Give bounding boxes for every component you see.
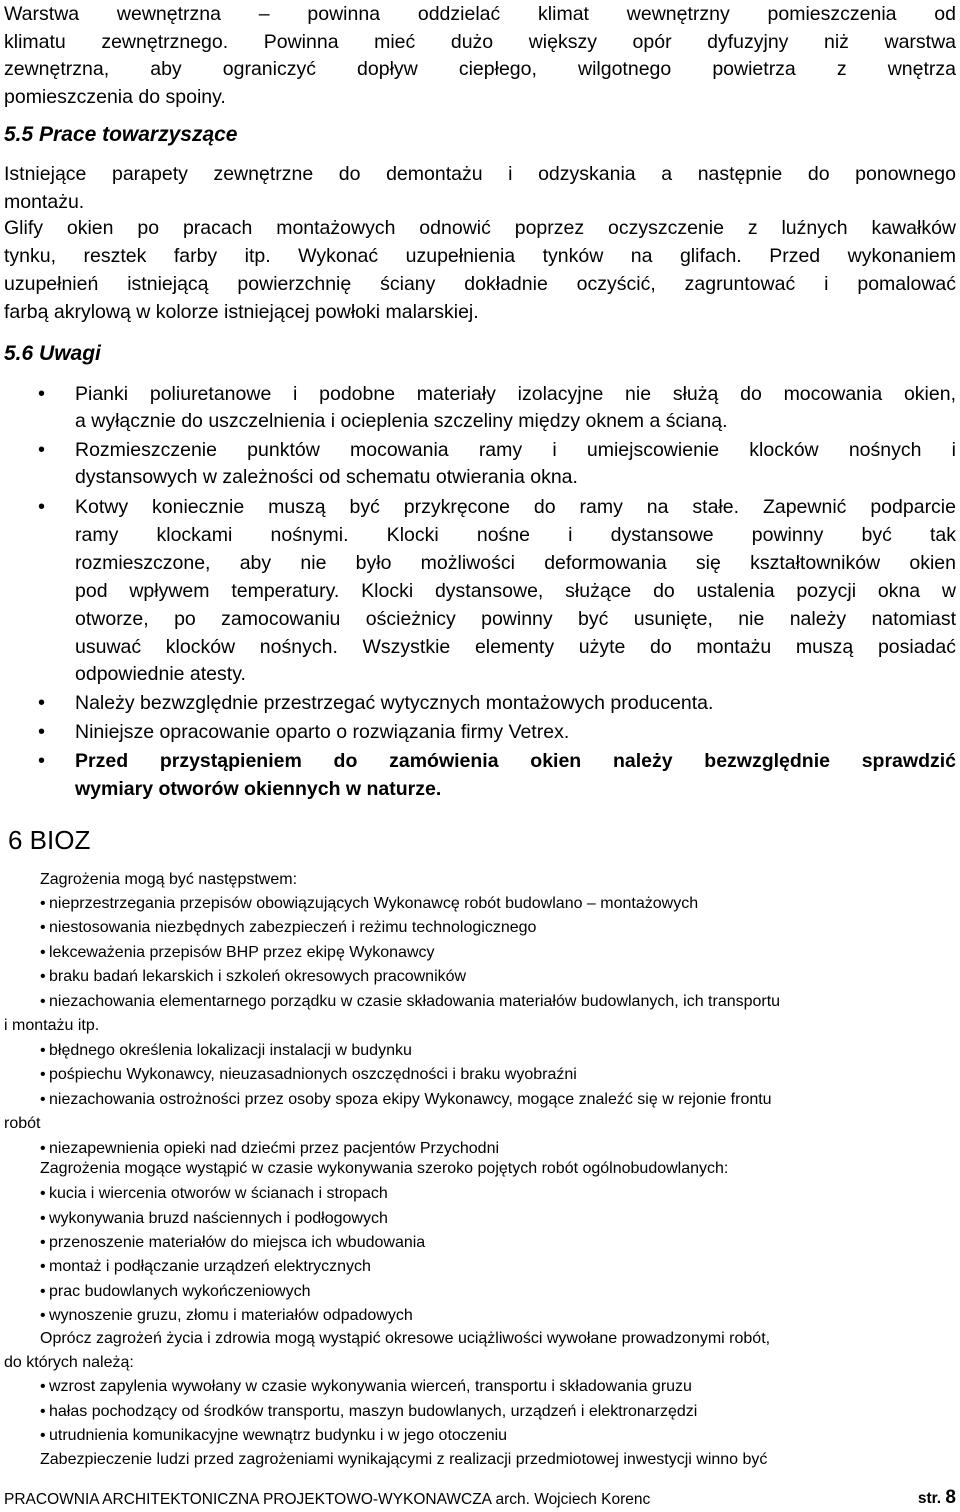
section-heading-5-5: 5.5 Prace towarzyszące — [4, 123, 238, 146]
uwagi-3-line-2: ramy klockami nośnymi. Klocki nośne i dystansowe powinny być tak — [75, 524, 956, 546]
list-item: • niezachowania elementarnego porządku w czasie składowania materiałów budowlanych, ich transportu — [40, 993, 781, 1010]
list-item: • prac budowlanych wykończeniowych — [40, 1283, 311, 1300]
list-item-text: niezapewnienia opieki nad dziećmi przez pacjentów Przychodni — [49, 1140, 500, 1157]
intro-line-1: Warstwa wewnętrzna – powinna oddzielać klimat wewnętrzny pomieszczenia od — [4, 3, 956, 25]
list-item: • wykonywania bruzd naściennych i podłogowych — [40, 1210, 388, 1227]
list-item-text: pośpiechu Wykonawcy, nieuzasadnionych oszczędności i braku wyobraźni — [49, 1066, 577, 1083]
section-heading-5-6: 5.6 Uwagi — [4, 342, 101, 365]
uwagi-6-line-1: Przed przystąpieniem do zamówienia okien należy bezwzględnie sprawdzić — [75, 750, 956, 772]
list-item: • utrudnienia komunikacyjne wewnątrz budynku i w jego otoczeniu — [40, 1427, 508, 1444]
list-item: • pośpiechu Wykonawcy, nieuzasadnionych oszczędności i braku wyobraźni — [40, 1066, 577, 1083]
bullet-dot: • — [38, 496, 46, 518]
bioz-intro-3: Oprócz zagrożeń życia i zdrowia mogą wystąpić okresowe uciążliwości wywołane prowadzonymi robót, — [40, 1330, 771, 1347]
list-item: • przenoszenie materiałów do miejsca ich wbudowania — [40, 1234, 426, 1251]
page-number: 8 — [945, 1487, 956, 1508]
list-item-text: lekceważenia przepisów BHP przez ekipę Wykonawcy — [49, 944, 435, 961]
footer-office-name: PRACOWNIA ARCHITEKTONICZNA PROJEKTOWO-WYKONAWCZA arch. Wojciech Korenc — [4, 1491, 651, 1508]
list-item: • wzrost zapylenia wywołany w czasie wykonywania wierceń, transportu i składowania gruzu — [40, 1378, 692, 1395]
intro-line-3: zewnętrzna, aby ograniczyć dopływ ciepłego, wilgotnego powietrza z wnętrza — [4, 58, 956, 80]
section-5-5-para2-line-1: Glify okien po pracach montażowych odnowić poprzez oczyszczenie z luźnych kawałków — [4, 217, 956, 239]
list-item-continuation: i montażu itp. — [4, 1017, 100, 1034]
list-item-text: wynoszenie gruzu, złomu i materiałów odpadowych — [49, 1307, 413, 1324]
list-item: • kucia i wiercenia otworów w ścianach i stropach — [40, 1185, 388, 1202]
list-item-continuation: robót — [4, 1115, 41, 1132]
section-5-5-para1-line-1: Istniejące parapety zewnętrzne do demontażu i odzyskania a następnie do ponownego — [4, 163, 956, 185]
bullet-dot: • — [38, 383, 46, 405]
list-item-text: błędnego określenia lokalizacji instalacji w budynku — [49, 1042, 412, 1059]
list-item-text: przenoszenie materiałów do miejsca ich wbudowania — [49, 1234, 426, 1251]
uwagi-3-line-7: odpowiednie atesty. — [75, 663, 246, 685]
list-item-text: prac budowlanych wykończeniowych — [49, 1283, 311, 1300]
list-item-text: utrudnienia komunikacyjne wewnątrz budynku i w jego otoczeniu — [49, 1427, 508, 1444]
bioz-intro-3-continuation: do których należą: — [4, 1354, 134, 1371]
bullet-dot: • — [38, 692, 46, 714]
list-item: • montaż i podłączanie urządzeń elektrycznych — [40, 1258, 371, 1275]
list-item-text: niezachowania ostrożności przez osoby spoza ekipy Wykonawcy, mogące znaleźć się w rejonie frontu — [49, 1091, 772, 1108]
list-item-text: braku badań lekarskich i szkoleń okresowych pracowników — [49, 968, 467, 985]
page-number-block — [918, 1488, 956, 1509]
list-item: • lekceważenia przepisów BHP przez ekipę Wykonawcy — [40, 944, 435, 961]
section-5-5-para2-line-4: farbą akrylową w kolorze istniejącej powłoki malarskiej. — [4, 301, 479, 323]
list-item-text: wzrost zapylenia wywołany w czasie wykonywania wierceń, transportu i składowania gruzu — [49, 1378, 692, 1395]
list-item: • nieprzestrzegania przepisów obowiązujących Wykonawcę robót budowlano – montażowych — [40, 895, 699, 912]
intro-line-2: klimatu zewnętrznego. Powinna mieć dużo większy opór dyfuzyjny niż warstwa — [4, 31, 956, 53]
bullet-dot: • — [38, 721, 46, 743]
intro-line-4: pomieszczenia do spoiny. — [4, 86, 226, 108]
uwagi-3-line-3: rozmieszczone, aby nie było możliwości deformowania się kształtowników okien — [75, 552, 956, 574]
list-item-text: wykonywania bruzd naściennych i podłogowych — [49, 1210, 388, 1227]
uwagi-3-line-4: pod wpływem temperatury. Klocki dystansowe, służące do ustalenia pozycji okna w — [75, 580, 956, 602]
bioz-intro: Zagrożenia mogą być następstwem: — [40, 871, 298, 888]
uwagi-2-line-1: Rozmieszczenie punktów mocowania ramy i umiejscowienie klocków nośnych i — [75, 439, 956, 461]
uwagi-3-line-1: Kotwy koniecznie muszą być przykręcone do ramy na stałe. Zapewnić podparcie — [75, 496, 956, 518]
list-item-text: montaż i podłączanie urządzeń elektrycznych — [49, 1258, 371, 1275]
uwagi-1-line-2: a wyłącznie do uszczelnienia i ocieplenia szczeliny między oknem a ścianą. — [75, 410, 728, 432]
section-5-5-para2-line-3: uzupełnień istniejącą powierzchnię ściany dokładnie oczyścić, zagruntować i pomalować — [4, 273, 956, 295]
list-item-text: nieprzestrzegania przepisów obowiązujących Wykonawcę robót budowlano – montażowych — [49, 895, 699, 912]
uwagi-4-line-1: Należy bezwzględnie przestrzegać wytycznych montażowych producenta. — [75, 692, 714, 714]
bioz-intro-2: Zagrożenia mogące wystąpić w czasie wykonywania szeroko pojętych robót ogólnobudowlanych: — [40, 1160, 729, 1177]
section-5-5-para2-line-2: tynku, resztek farby itp. Wykonać uzupełnienia tynków na glifach. Przed wykonaniem — [4, 245, 956, 267]
uwagi-2-line-2: dystansowych w zależności od schematu otwierania okna. — [75, 466, 578, 488]
page-label: str. — [917, 1490, 942, 1507]
list-item: • wynoszenie gruzu, złomu i materiałów odpadowych — [40, 1307, 413, 1324]
list-item: • hałas pochodzący od środków transportu, maszyn budowlanych, urządzeń i elektronarzędzi — [40, 1403, 698, 1420]
uwagi-3-line-6: usuwać klocków nośnych. Wszystkie elementy użyte do montażu muszą posiadać — [75, 636, 956, 658]
list-item-text: kucia i wiercenia otworów w ścianach i stropach — [49, 1185, 388, 1202]
section-heading-6: 6 BIOZ — [8, 825, 91, 855]
bullet-dot: • — [38, 750, 46, 772]
list-item-text: niestosowania niezbędnych zabezpieczeń i reżimu technologicznego — [49, 919, 537, 936]
bullet-dot: • — [38, 439, 46, 461]
section-5-5-para1-line-2: montażu. — [4, 191, 85, 213]
list-item-text: hałas pochodzący od środków transportu, maszyn budowlanych, urządzeń i elektronarzędzi — [49, 1403, 698, 1420]
uwagi-5-line-1: Niniejsze opracowanie oparto o rozwiązania firmy Vetrex. — [75, 721, 570, 743]
list-item-text: niezachowania elementarnego porządku w czasie składowania materiałów budowlanych, ich transportu — [49, 993, 781, 1010]
list-item: • niestosowania niezbędnych zabezpieczeń i reżimu technologicznego — [40, 919, 537, 936]
list-item: • niezapewnienia opieki nad dziećmi przez pacjentów Przychodni — [40, 1140, 500, 1157]
list-item: • braku badań lekarskich i szkoleń okresowych pracowników — [40, 968, 467, 985]
list-item: • niezachowania ostrożności przez osoby spoza ekipy Wykonawcy, mogące znaleźć się w rejonie frontu — [40, 1091, 772, 1108]
uwagi-1-line-1: Pianki poliuretanowe i podobne materiały izolacyjne nie służą do mocowania okien, — [75, 383, 956, 405]
uwagi-3-line-5: otworze, po zamocowaniu ościeżnicy powinny być usunięte, nie należy natomiast — [75, 608, 956, 630]
uwagi-6-line-2: wymiary otworów okiennych w naturze. — [75, 778, 442, 800]
list-item: • błędnego określenia lokalizacji instalacji w budynku — [40, 1042, 412, 1059]
bioz-closing: Zabezpieczenie ludzi przed zagrożeniami wynikającymi z realizacji przedmiotowej inwestycji winno być — [40, 1451, 768, 1468]
